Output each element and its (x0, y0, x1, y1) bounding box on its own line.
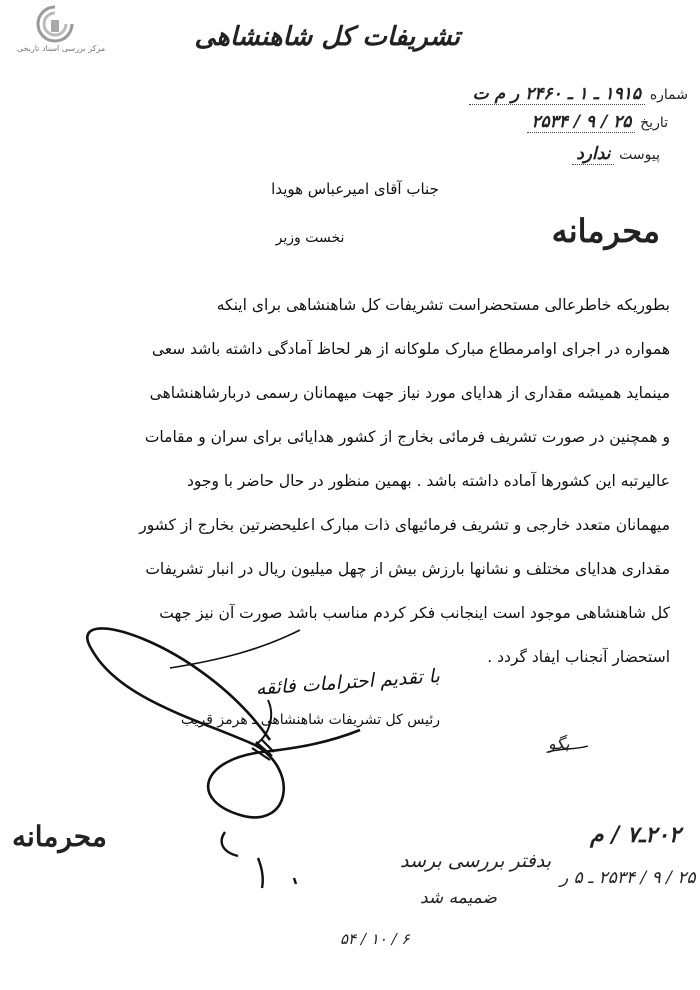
date-label: تاریخ (640, 115, 668, 131)
attachment-value: ندارد (572, 144, 614, 165)
filing-number: ۲۰۲ـ۷ / م (590, 822, 681, 848)
addressee-title: نخست وزیر (275, 230, 345, 246)
attachment-label: پیوست (619, 147, 660, 163)
signature-greeting: با تقدیم احترامات فائقه (255, 664, 441, 700)
date-row (527, 112, 668, 132)
number-label: شماره (649, 87, 688, 103)
body-line: استحضار آنجناب ایفاد گردد . (487, 648, 670, 666)
watermark-text: مرکز بررسی اسناد تاریخی (16, 44, 106, 53)
classification-label: محرمانه (551, 212, 660, 250)
letterhead: تشریفات کل شاهنشاهی (194, 22, 460, 52)
handwritten-note: بدفتر بررسی برسد (400, 850, 552, 872)
filing-date: ۲۵ / ۹ / ۲۵۳۴ ـ ۵ ر (560, 868, 696, 888)
number-row (469, 84, 688, 104)
archive-watermark (6, 4, 116, 62)
body-line: میهمانان متعدد خارجی و تشریف فرمائیهای ذات مبارک اعلیحضرتین بخارج از کشور (139, 516, 670, 534)
body-line: بطوریکه خاطرعالی مستحضراست تشریفات کل شاهنشاهی برای اینکه (216, 296, 670, 314)
addressee-name: جناب آقای امیرعباس هویدا (271, 180, 439, 198)
body-line: عالیرتبه این کشورها آماده داشته باشد . بهمین منظور در حال حاضر با وجود (187, 472, 670, 490)
number-value: ۱۹۱۵ ـ ۱ ـ ۲۴۶۰ ر م ت (469, 84, 645, 105)
body-line: کل شاهنشاهی موجود است اینجانب فکر کردم مناسب باشد صورت آن نیز جهت (159, 604, 670, 622)
body-line: مقداری هدایای مختلف و نشانها بارزش بیش از چهل میلیون ریال در انبار تشریفات (145, 560, 670, 578)
reference-date: ۵۴ / ۱۰ / ۶ (340, 930, 410, 948)
date-value: ۲۵ / ۹ / ۲۵۳۴ (527, 112, 635, 133)
archive-logo-icon (34, 4, 76, 44)
letter-body (90, 283, 670, 679)
hand-mark: بگو (548, 734, 570, 753)
handwritten-note-2: ضمیمه شد (420, 888, 497, 908)
body-line: مینماید همیشه مقداری از هدایای مورد نیاز جهت میهمانان رسمی دربارشاهنشاهی (149, 384, 670, 402)
attachment-row (572, 144, 660, 164)
body-line: همواره در اجرای اوامرمطاع مبارک ملوکانه از هر لحاظ آمادگی داشته باشد سعی (151, 340, 670, 358)
body-line: و همچنین در صورت تشریف فرمائی بخارج از کشور هدایائی برای سران و مقامات (144, 428, 670, 446)
signatory-name: رئیس کل تشریفات شاهنشاهی ـ هرمز قریب (180, 712, 440, 728)
confidential-stamp: محرمانه (12, 820, 107, 853)
